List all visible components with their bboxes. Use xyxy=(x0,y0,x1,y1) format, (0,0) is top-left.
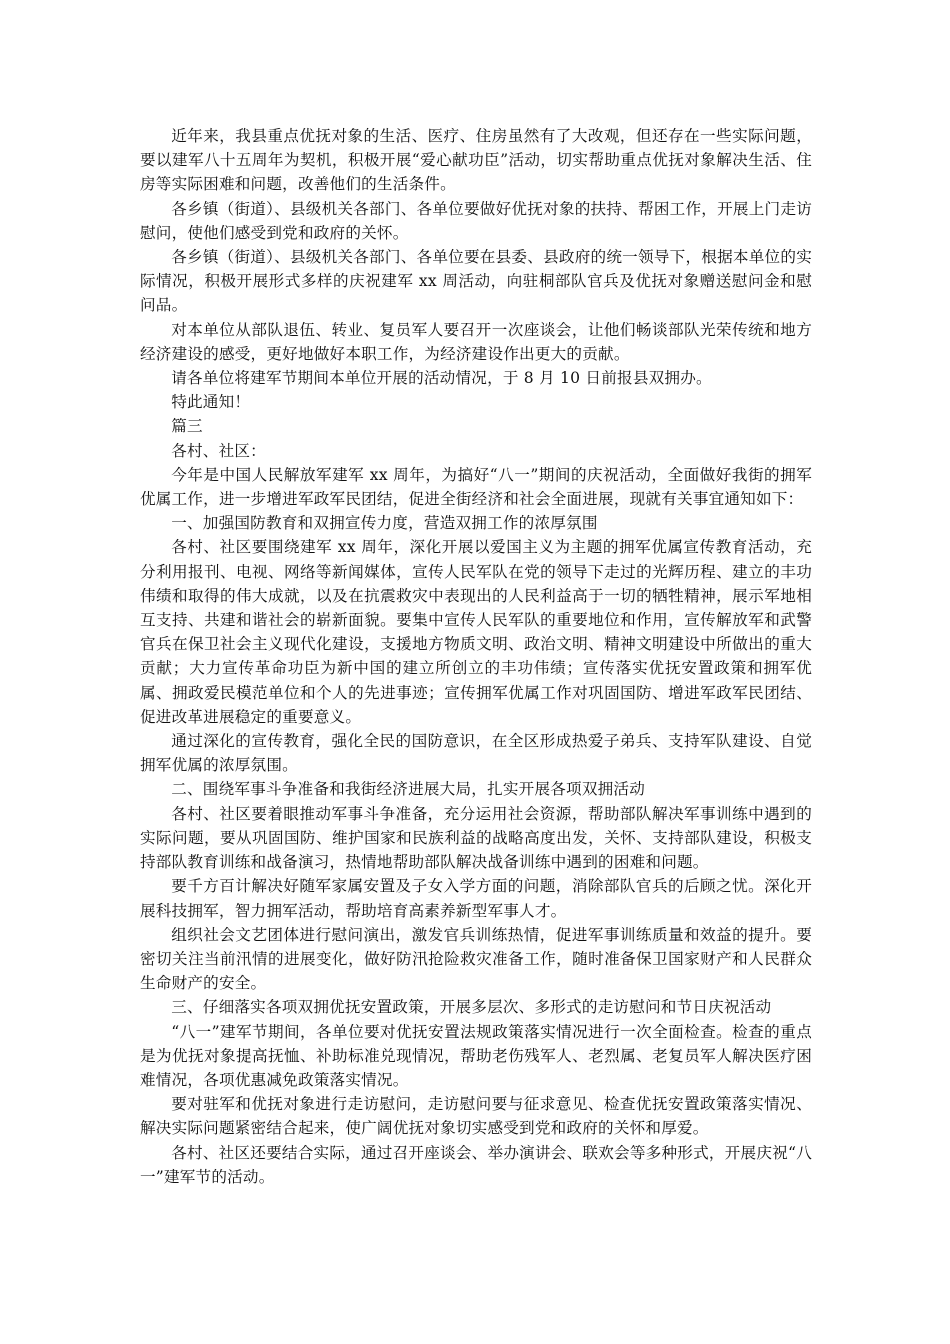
paragraph-art: 组织社会文艺团体进行慰问演出，激发官兵训练热情，促进军事训练质量和效益的提升。要密切关注当前汛情的进展变化，做好防汛抢险救灾准备工作，随时准备保卫国家财产和人民群众生命财产的安全。 xyxy=(140,925,812,993)
paragraph-celebration: 各村、社区还要结合实际，通过召开座谈会、举办演讲会、联欢会等多种形式，开展庆祝“八一”建军节的活动。 xyxy=(140,1143,812,1186)
paragraph-4: 对本单位从部队退伍、转业、复员军人要召开一次座谈会，让他们畅谈部队光荣传统和地方经济建设的感受，更好地做好本职工作，为经济建设作出更大的贡献。 xyxy=(140,320,812,363)
paragraph-1: 近年来，我县重点优抚对象的生活、医疗、住房虽然有了大改观，但还存在一些实际问题，要以建军八十五周年为契机，积极开展“爱心献功臣”活动，切实帮助重点优抚对象解决生活、住房等实际困难和问题，改善他们的生活条件。 xyxy=(140,127,812,194)
heading-1: 一、加强国防教育和双拥宣传力度，营造双拥工作的浓厚氛围 xyxy=(171,514,598,533)
paragraph-family: 要千方百计解决好随军家属安置及子女入学方面的问题，消除部队官兵的后顾之忧。深化开展科技拥军，智力拥军活动，帮助培育高素养新型军事人才。 xyxy=(140,877,812,920)
paragraph-education: 通过深化的宣传教育，强化全民的国防意识，在全区形成热爱子弟兵、支持军队建设、自觉拥军优属的浓厚氛围。 xyxy=(140,732,812,775)
salutation: 各村、社区： xyxy=(171,441,266,460)
paragraph-5: 请各单位将建军节期间本单位开展的活动情况，于 8 月 10 日前报县双拥办。 xyxy=(171,369,712,388)
paragraph-visits: 要对驻军和优抚对象进行走访慰问，走访慰问要与征求意见、检查优抚安置政策落实情况、解决实际问题紧密结合起来，使广阔优抚对象切实感受到党和政府的关怀和厚爱。 xyxy=(140,1095,812,1138)
section-title-part3: 篇三 xyxy=(171,417,203,436)
paragraph-3: 各乡镇（街道）、县级机关各部门、各单位要在县委、县政府的统一领导下，根据本单位的实际情况，积极开展形式多样的庆祝建军 xx 周活动，向驻桐部队官兵及优抚对象赠送慰问金和慰问品。 xyxy=(140,248,812,315)
heading-2: 二、围绕军事斗争准备和我街经济进展大局，扎实开展各项双拥活动 xyxy=(171,780,646,799)
paragraph-2: 各乡镇（街道）、县级机关各部门、各单位要做好优抚对象的扶持、帮困工作，开展上门走访慰问，使他们感受到党和政府的关怀。 xyxy=(140,199,812,242)
paragraph-military-prep: 各村、社区要着眼推动军事斗争准备，充分运用社会资源，帮助部队解决军事训练中遇到的实际问题，要从巩固国防、维护国家和民族利益的战略高度出发，关怀、支持部队建设，积极支持部队教育训练和战备演习，热情地帮助部队解决战备训练中遇到的困难和问题。 xyxy=(140,804,812,872)
document-body xyxy=(140,124,812,1189)
paragraph-closing: 特此通知！ xyxy=(171,393,251,412)
paragraph-inspection: “八一”建军节期间，各单位要对优抚安置法规政策落实情况进行一次全面检查。检查的重点是为优抚对象提高抚恤、补助标准兑现情况，帮助老伤残军人、老烈属、老复员军人解决医疗困难情况，各项优惠减免政策落实情况。 xyxy=(140,1022,812,1089)
heading-3: 三、仔细落实各项双拥优抚安置政策，开展多层次、多形式的走访慰问和节日庆祝活动 xyxy=(171,998,772,1017)
paragraph-intro: 今年是中国人民解放军建军 xx 周年，为搞好“八一”期间的庆祝活动，全面做好我街的拥军优属工作，进一步增进军政军民团结，促进全街经济和社会全面进展，现就有关事宜通知如下： xyxy=(140,465,812,509)
paragraph-publicity: 各村、社区要围绕建军 xx 周年，深化开展以爱国主义为主题的拥军优属宣传教育活动，充分利用报刊、电视、网络等新闻媒体，宣传人民军队在党的领导下走过的光辉历程、建立的丰功伟绩和取得的伟大成就，以及在抗震救灾中表现出的人民利益高于一切的牺牲精神，展示军地相互支持、共建和谐社会的崭新面貌。要集中宣传人民军队的重要地位和作用，宣传解放军和武警官兵在保卫社会主义现代化建设，支援地方物质文明、政治文明、精神文明建设中所做出的重大贡献；大力宣传革命功臣为新中国的建立所创立的丰功伟绩；宣传落实优抚安置政策和拥军优属、拥政爱民模范单位和个人的先进事迹；宣传拥军优属工作对巩固国防、增进军政军民团结、促进改革进展稳定的重要意义。 xyxy=(140,538,812,726)
